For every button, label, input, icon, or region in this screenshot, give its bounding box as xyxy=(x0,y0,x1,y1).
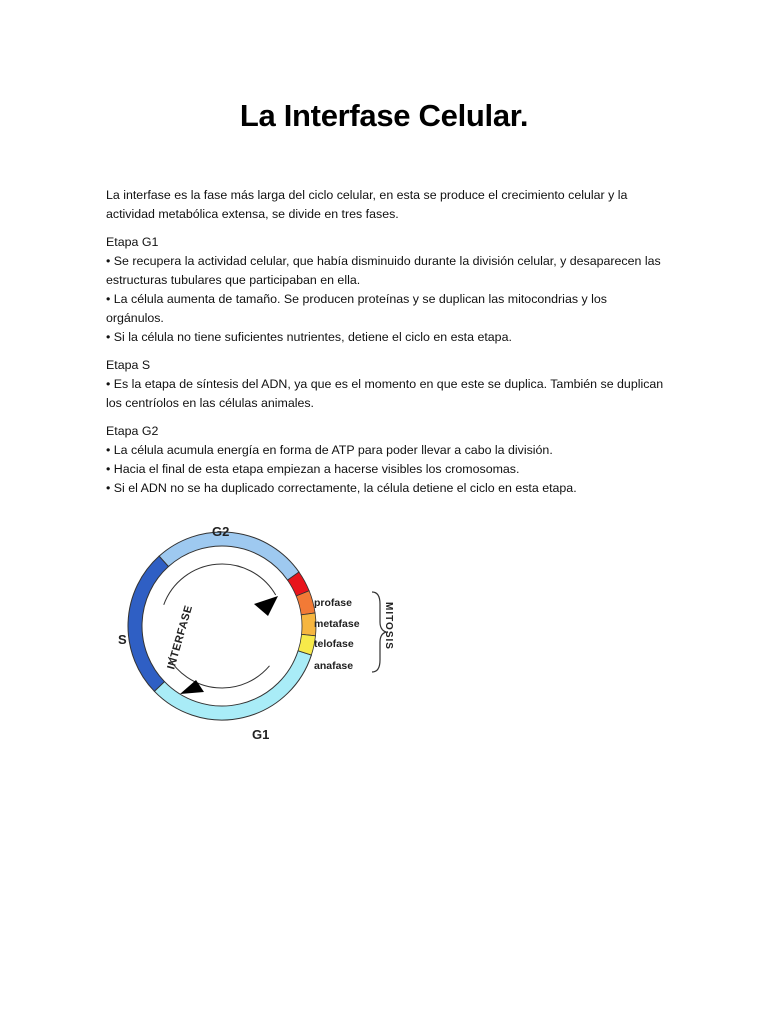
intro-paragraph: La interfase es la fase más larga del ciclo celular, en esta se produce el crecimiento celular y la actividad metabólica extensa, se divide en tres fases. xyxy=(106,188,628,221)
bullet-item: • Es la etapa de síntesis del ADN, ya que es el momento en que este se duplica. También se duplican los centríolos en las células animales. xyxy=(106,377,664,410)
page-title: La Interfase Celular. xyxy=(239,98,529,133)
s-label: S xyxy=(118,632,127,647)
section-heading: Etapa S xyxy=(106,358,151,372)
g2-label: G2 xyxy=(212,524,230,539)
profase-label: profase xyxy=(314,597,352,609)
section-g2 xyxy=(106,422,666,498)
bullet-item: • Si el ADN no se ha duplicado correctamente, la célula detiene el ciclo en esta etapa. xyxy=(106,481,577,495)
document-body xyxy=(106,186,666,507)
s-segment xyxy=(128,556,168,691)
mitosis-label: MITOSIS xyxy=(383,602,394,650)
anafase-segment xyxy=(298,634,315,655)
section-g1 xyxy=(106,233,666,347)
telofase-label: telofase xyxy=(314,638,354,650)
bullet-item: • La célula acumula energía en forma de ATP para poder llevar a cabo la división. xyxy=(106,443,553,457)
g1-label: G1 xyxy=(252,727,270,742)
arrow-head-icon xyxy=(180,680,204,694)
metafase-label: metafase xyxy=(314,618,360,630)
section-s xyxy=(106,356,666,413)
section-heading: Etapa G1 xyxy=(106,235,159,249)
interfase-label: INTERFASE xyxy=(165,603,196,671)
cell-cycle-svg xyxy=(104,512,404,752)
bullet-item: • La célula aumenta de tamaño. Se producen proteínas y se duplican las mitocondrias y los orgánulos. xyxy=(106,292,607,325)
interfase-arc-bottom xyxy=(168,657,269,688)
bullet-item: • Hacia el final de esta etapa empiezan a hacerse visibles los cromosomas. xyxy=(106,462,520,476)
interfase-arc-top xyxy=(164,564,276,605)
section-heading: Etapa G2 xyxy=(106,424,159,438)
arrow-head-icon xyxy=(254,596,278,616)
anafase-label: anafase xyxy=(314,660,354,672)
cell-cycle-diagram xyxy=(104,512,404,752)
bullet-item: • Si la célula no tiene suficientes nutrientes, detiene el ciclo en esta etapa. xyxy=(106,330,512,344)
bullet-item: • Se recupera la actividad celular, que había disminuido durante la división celular, y desaparecen las estructuras tubulares que participaban en ella. xyxy=(106,254,661,287)
g2-segment xyxy=(159,532,299,580)
